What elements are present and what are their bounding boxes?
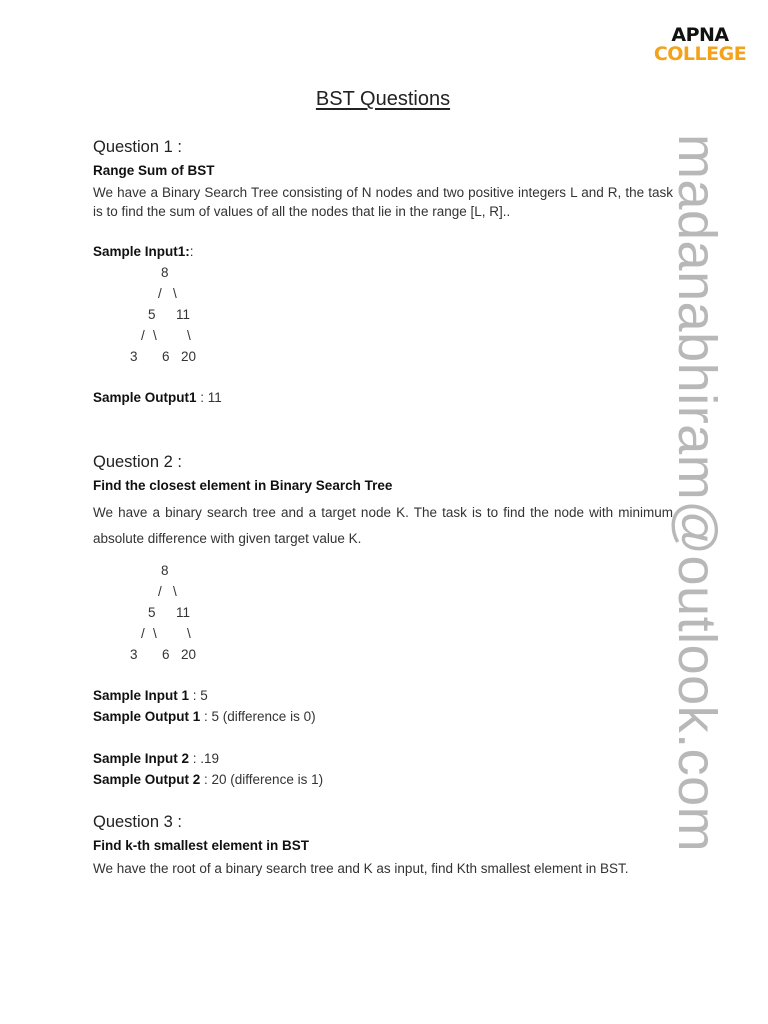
question-3-subtitle: Find k-th smallest element in BST bbox=[93, 838, 310, 853]
tree-node-left-right: 6 bbox=[162, 647, 170, 662]
tree-node-left: 5 bbox=[148, 605, 156, 620]
tree-node-left-left: 3 bbox=[130, 647, 138, 662]
question-1-tree-diagram bbox=[93, 265, 233, 370]
logo-text-college: COLLEGE bbox=[653, 43, 747, 65]
sample-input-2-value: : .19 bbox=[189, 751, 220, 766]
sample-output-1-value: : 5 (difference is 0) bbox=[200, 709, 316, 724]
question-3-heading: Question 3 : bbox=[93, 813, 182, 831]
tree-edge: / bbox=[158, 584, 162, 599]
tree-edge: \ bbox=[173, 286, 177, 301]
tree-node-right-right: 20 bbox=[181, 349, 197, 364]
email-watermark: madanabhiram@outlook.com bbox=[667, 134, 727, 853]
tree-node-root: 8 bbox=[161, 265, 169, 280]
tree-node-left-left: 3 bbox=[130, 349, 138, 364]
sample-input-label: Sample Input1: bbox=[93, 244, 190, 259]
question-1-heading: Question 1 : bbox=[93, 138, 182, 156]
sample-output-1-label: Sample Output 1 bbox=[93, 709, 201, 724]
tree-node-right: 11 bbox=[176, 605, 191, 620]
sample-input-1-label: Sample Input 1 bbox=[93, 688, 190, 703]
question-2-sample-output-1 bbox=[93, 709, 316, 724]
tree-edge: \ bbox=[153, 626, 157, 641]
tree-edge: \ bbox=[153, 328, 157, 343]
tree-node-root: 8 bbox=[161, 563, 169, 578]
sample-input-suffix: : bbox=[189, 244, 194, 259]
sample-output-2-value: : 20 (difference is 1) bbox=[200, 772, 324, 787]
question-1-sample-output bbox=[93, 390, 222, 405]
tree-edge: / bbox=[141, 328, 145, 343]
sample-output-value: : 11 bbox=[196, 390, 222, 405]
question-2-description: We have a binary search tree and a target node K. The task is to find the node with minimum absolute difference with given target value K. bbox=[93, 505, 673, 546]
question-1-description: We have a Binary Search Tree consisting of N nodes and two positive integers L and R, the task is to find the sum of values of all the nodes that lie in the range [L, R].. bbox=[93, 185, 673, 219]
question-2-tree-diagram bbox=[93, 563, 233, 668]
tree-edge: \ bbox=[187, 328, 191, 343]
tree-node-right-right: 20 bbox=[181, 647, 197, 662]
question-2-subtitle: Find the closest element in Binary Search Tree bbox=[93, 478, 393, 493]
sample-output-2-label: Sample Output 2 bbox=[93, 772, 201, 787]
question-2-sample-input-2 bbox=[93, 751, 219, 766]
sample-output-label: Sample Output1 bbox=[93, 390, 197, 405]
question-2-sample-output-2 bbox=[93, 772, 323, 787]
sample-input-1-value: : 5 bbox=[189, 688, 208, 703]
tree-node-left: 5 bbox=[148, 307, 156, 322]
question-2-heading: Question 2 : bbox=[93, 453, 182, 471]
question-1-subtitle: Range Sum of BST bbox=[93, 163, 215, 178]
tree-edge: / bbox=[141, 626, 145, 641]
page-title: BST Questions bbox=[315, 88, 451, 110]
question-2-sample-input-1 bbox=[93, 688, 208, 703]
tree-node-right: 11 bbox=[176, 307, 191, 322]
logo-text-apna: APNA bbox=[671, 24, 729, 46]
sample-input-2-label: Sample Input 2 bbox=[93, 751, 190, 766]
tree-node-left-right: 6 bbox=[162, 349, 170, 364]
question-1-sample-input bbox=[93, 244, 194, 259]
question-3-description: We have the root of a binary search tree and K as input, find Kth smallest element in BST. bbox=[93, 861, 629, 876]
tree-edge: \ bbox=[173, 584, 177, 599]
tree-edge: \ bbox=[187, 626, 191, 641]
tree-edge: / bbox=[158, 286, 162, 301]
apna-college-logo bbox=[652, 26, 748, 64]
